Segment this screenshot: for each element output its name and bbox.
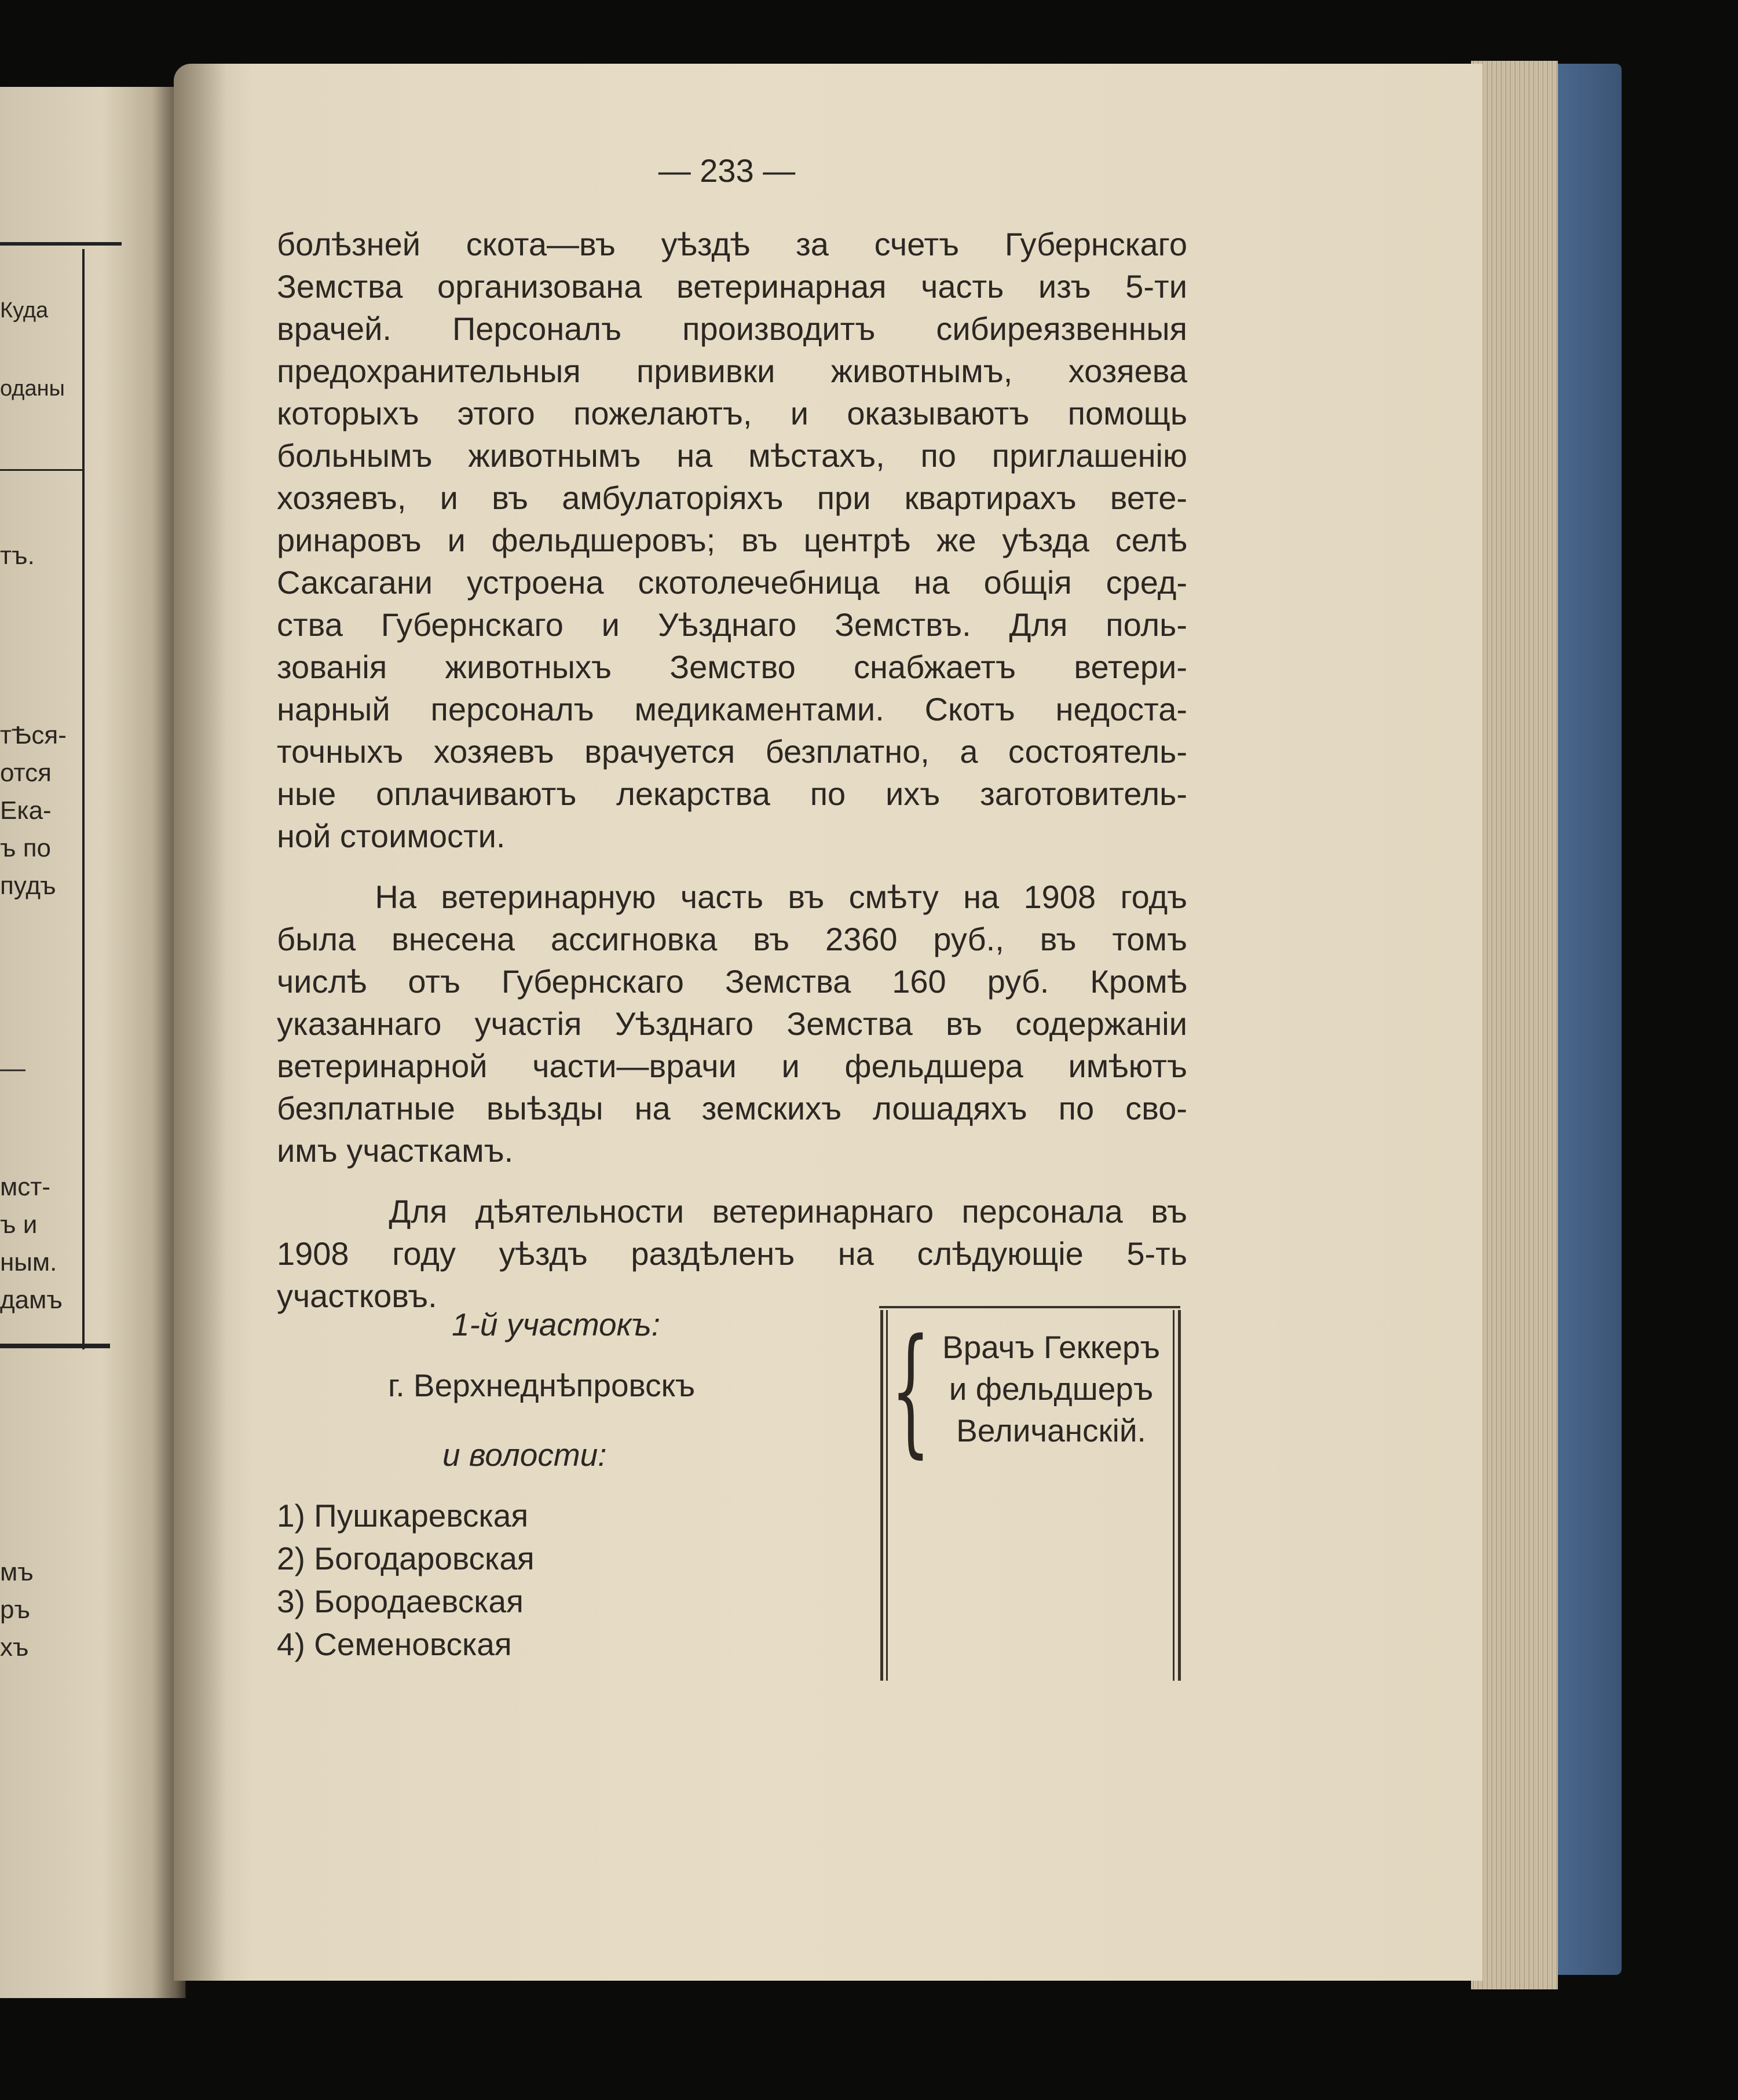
left-page-rule xyxy=(0,469,84,471)
left-page-fragment: мст- xyxy=(0,1173,51,1201)
left-page-fragment: пудъ xyxy=(0,872,56,900)
section-heading: 1-й участокъ: xyxy=(452,1307,661,1342)
left-page-fragment: оданы xyxy=(0,376,65,401)
left-page-fragment: тъ. xyxy=(0,542,35,570)
text-line: имъ участкамъ. xyxy=(277,1132,514,1169)
section-town: г. Верхнеднѣпровскъ xyxy=(388,1367,696,1403)
text-line: Саксагани устроена скотолечебница на общія сред- xyxy=(277,564,1187,601)
left-page-fragment: Ека- xyxy=(0,796,52,825)
left-page-fragment: ръ xyxy=(0,1596,30,1624)
staff-line: Величанскій. xyxy=(956,1413,1146,1448)
text-line: была внесена ассигновка въ 2360 руб., въ томъ xyxy=(277,921,1187,957)
section-subheading: и волости: xyxy=(442,1437,607,1473)
body-text xyxy=(277,223,1187,1317)
text-line: числѣ отъ Губернскаго Земства 160 руб. Кромѣ xyxy=(277,963,1187,1000)
paragraph-gap xyxy=(277,857,1187,876)
text-line: ринаровъ и фельдшеровъ; въ центрѣ же уѣзда селѣ xyxy=(277,522,1187,558)
volost-item: 2) Богодаровская xyxy=(277,1541,535,1576)
text-line: ветеринарной части—врачи и фельдшера имѣютъ xyxy=(277,1048,1187,1084)
right-gutter-shadow xyxy=(174,64,226,1981)
text-line: ные оплачиваютъ лекарства по ихъ заготовитель- xyxy=(277,775,1187,812)
volost-item: 1) Пушкаревская xyxy=(277,1498,529,1534)
text-line: больнымъ животнымъ на мѣстахъ, по приглашенію xyxy=(277,437,1187,474)
left-page-fragment: ъ по xyxy=(0,834,52,862)
text-line: Для дѣятельности ветеринарнаго персонала въ xyxy=(277,1193,1187,1230)
left-page-fragment: ным. xyxy=(0,1248,57,1276)
paragraph-gap xyxy=(277,1172,1187,1190)
page-edges xyxy=(1471,61,1558,1989)
text-line: нарный персоналъ медикаментами. Скотъ недоста- xyxy=(277,691,1187,727)
staff-line: Врачъ Геккеръ xyxy=(942,1329,1160,1365)
volost-list xyxy=(277,1494,535,1666)
curly-brace: { xyxy=(891,1309,931,1471)
left-page-fragment: Куда xyxy=(0,298,49,323)
left-page-rule xyxy=(0,242,122,246)
text-line: зованія животныхъ Земство снабжаетъ ветери- xyxy=(277,649,1187,685)
box-left-rule xyxy=(880,1310,883,1681)
text-line: На ветеринарную часть въ смѣту на 1908 годъ xyxy=(277,879,1187,915)
text-line: которыхъ этого пожелаютъ, и оказываютъ помощь xyxy=(277,395,1187,431)
text-line: Земства организована ветеринарная часть изъ 5-ти xyxy=(277,268,1187,305)
left-page-fragment: хъ xyxy=(0,1633,29,1662)
text-line: указаннаго участія Уѣзднаго Земства въ содержаніи xyxy=(277,1005,1187,1042)
text-line: болѣзней скота—въ уѣздѣ за счетъ Губернскаго xyxy=(277,226,1187,262)
text-line: 1908 году уѣздъ раздѣленъ на слѣдующіе 5-ть xyxy=(277,1235,1187,1272)
box-left-rule xyxy=(886,1310,888,1681)
page-number: — 233 — xyxy=(658,152,796,189)
text-line: хозяевъ, и въ амбулаторіяхъ при квартирахъ вете- xyxy=(277,480,1187,516)
text-line: безплатные выѣзды на земскихъ лошадяхъ по сво- xyxy=(277,1090,1187,1126)
left-page-rule xyxy=(0,1344,110,1348)
box-top-rule xyxy=(879,1306,1180,1308)
staff-line: и фельдшеръ xyxy=(949,1371,1154,1407)
text-line: ной стоимости. xyxy=(277,818,506,854)
left-page-fragment: мъ xyxy=(0,1558,34,1586)
text-line: участковъ. xyxy=(277,1278,437,1314)
left-page-fragment: отся xyxy=(0,759,52,787)
text-line: предохранительныя прививки животнымъ, хозяева xyxy=(277,353,1187,389)
text-line: точныхъ хозяевъ врачуется безплатно, а состоятель- xyxy=(277,733,1187,770)
left-page-fragment: — xyxy=(0,1054,25,1082)
volost-item: 3) Бородаевская xyxy=(277,1583,524,1619)
left-page-column-rule xyxy=(82,249,85,1349)
left-page-fragment: тѢся- xyxy=(0,721,67,749)
left-page-fragment: ъ и xyxy=(0,1210,38,1239)
volost-item: 4) Семеновская xyxy=(277,1626,512,1662)
text-line: врачей. Персоналъ производитъ сибиреязвенныя xyxy=(277,310,1187,347)
left-page-fragment: дамъ xyxy=(0,1286,63,1314)
text-line: ства Губернскаго и Уѣзднаго Земствъ. Для поль- xyxy=(277,606,1187,643)
staff-box xyxy=(924,1326,1179,1451)
